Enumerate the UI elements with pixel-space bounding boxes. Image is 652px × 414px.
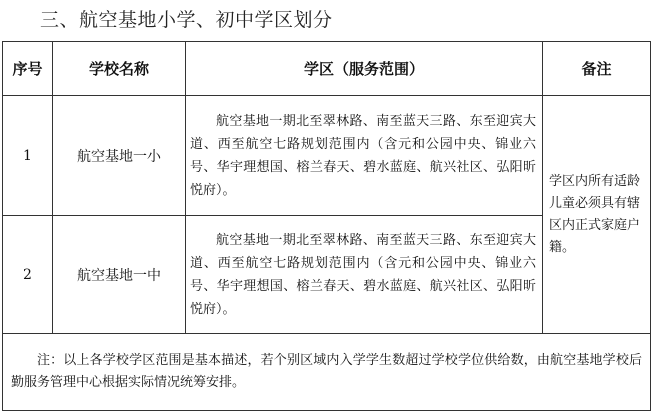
- row-district: 航空基地一期北至翠林路、南至蓝天三路、东至迎宾大道、西至航空七路规划范围内（含元和公园中央、锦业六号、华宇理想国、榕兰春天、碧水蓝庭、航兴社区、弘阳昕悦府）。: [186, 96, 543, 216]
- header-school-name: 学校名称: [53, 42, 186, 96]
- header-remarks: 备注: [543, 42, 651, 96]
- header-district: 学区（服务范围）: [186, 42, 543, 96]
- school-district-table: [2, 41, 651, 411]
- table-header-row: [3, 42, 651, 96]
- header-index: 序号: [3, 42, 53, 96]
- row-school-name: 航空基地一中: [53, 216, 186, 334]
- row-index: 1: [3, 96, 53, 216]
- row-district: 航空基地一期北至翠林路、南至蓝天三路、东至迎宾大道、西至航空七路规划范围内（含元和公园中央、锦业六号、华宇理想国、榕兰春天、碧水蓝庭、航兴社区、弘阳昕悦府）。: [186, 216, 543, 334]
- remarks-cell: 学区内所有适龄儿童必须具有辖区内正式家庭户籍。: [543, 96, 651, 334]
- row-school-name: 航空基地一小: [53, 96, 186, 216]
- row-index: 2: [3, 216, 53, 334]
- section-title: 三、航空基地小学、初中学区划分: [40, 9, 333, 31]
- footnote: 注：以上各学校学区范围是基本描述，若个别区域内入学学生数超过学校学位供给数，由航空基地学校后勤服务管理中心根据实际情况统筹安排。: [3, 334, 651, 411]
- table-row: [3, 96, 651, 216]
- footnote-row: [3, 334, 651, 411]
